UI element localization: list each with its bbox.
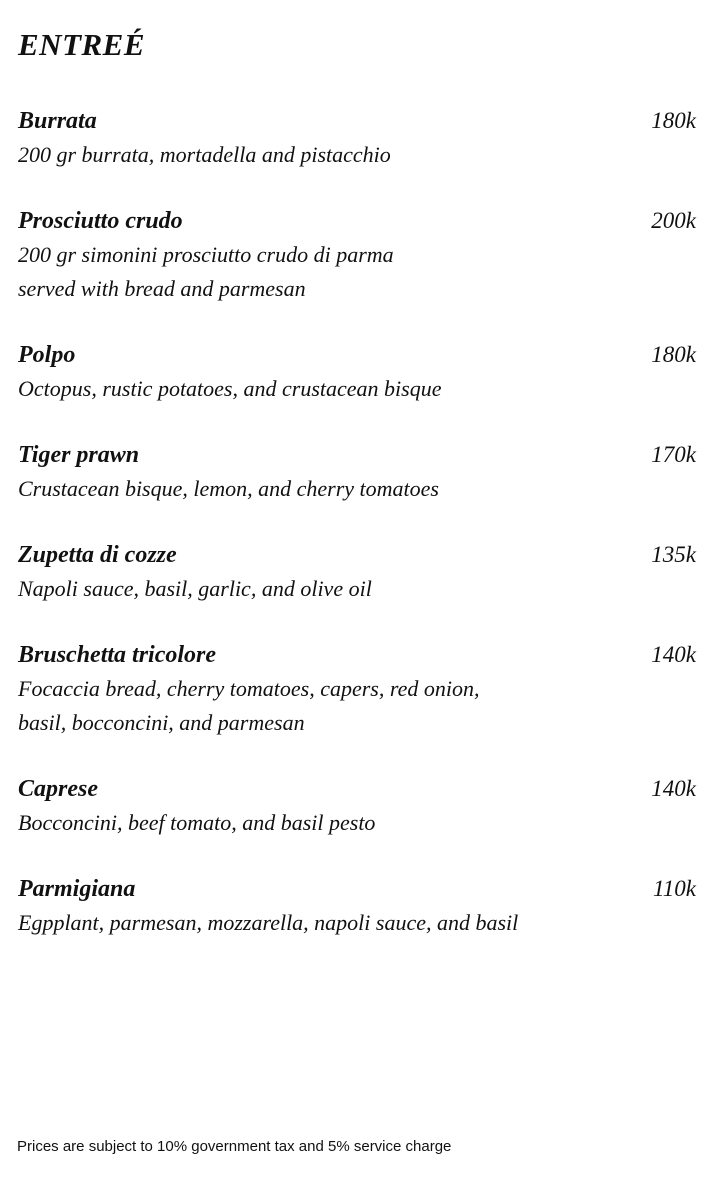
menu-item-description-line: Focaccia bread, cherry tomatoes, capers, red onion, [18, 676, 480, 701]
menu-item [18, 204, 698, 306]
menu-item-name: Zupetta di cozze [18, 542, 177, 568]
menu-item-name: Bruschetta tricolore [18, 642, 217, 668]
menu-item-price: 180k [651, 342, 696, 367]
menu-item-description-line: served with bread and parmesan [18, 276, 306, 301]
menu-item-price: 140k [651, 642, 696, 667]
menu-item-description-line: Egpplant, parmesan, mozzarella, napoli sauce, and basil [18, 910, 519, 935]
menu-item-name: Caprese [18, 776, 98, 802]
menu-item-description [18, 238, 698, 306]
menu-item-description-line: 200 gr simonini prosciutto crudo di parma [18, 242, 394, 267]
menu-item-header [18, 772, 698, 806]
tax-service-note: Prices are subject to 10% government tax and 5% service charge [17, 1138, 452, 1155]
menu-item-name: Parmigiana [18, 876, 136, 902]
menu-item [18, 872, 698, 940]
menu-item-description [18, 806, 698, 840]
menu-item-price: 135k [651, 542, 696, 567]
menu-item-price: 180k [651, 108, 696, 133]
menu-item-name: Polpo [18, 342, 76, 368]
menu-item-description [18, 472, 698, 506]
menu-item [18, 438, 698, 506]
menu-item-header [18, 438, 698, 472]
menu-item-price: 200k [651, 208, 696, 233]
menu-item-description-line: 200 gr burrata, mortadella and pistacchio [18, 142, 391, 167]
menu-item-description-line: Crustacean bisque, lemon, and cherry tomatoes [18, 476, 439, 501]
menu-item-description-line: Octopus, rustic potatoes, and crustacean bisque [18, 376, 442, 401]
menu-item-description [18, 672, 698, 740]
menu-item-name: Prosciutto crudo [18, 208, 183, 234]
menu-item-description [18, 572, 698, 606]
menu-item-name: Tiger prawn [18, 442, 140, 468]
menu-item-description-line: Bocconcini, beef tomato, and basil pesto [18, 810, 376, 835]
menu-item-description [18, 372, 698, 406]
menu-item-header [18, 204, 698, 238]
menu-item-header [18, 638, 698, 672]
menu-item [18, 104, 698, 172]
menu-item-description-line: Napoli sauce, basil, garlic, and olive oil [18, 576, 372, 601]
menu-item-header [18, 104, 698, 138]
menu-item-header [18, 338, 698, 372]
menu-item [18, 772, 698, 840]
menu-item [18, 338, 698, 406]
menu-item-header [18, 872, 698, 906]
menu-item-price: 140k [651, 776, 696, 801]
menu-item-description [18, 906, 698, 940]
menu-item-list [18, 104, 698, 972]
menu-item [18, 638, 698, 740]
menu-item-header [18, 538, 698, 572]
menu-item [18, 538, 698, 606]
menu-item-description-line: basil, bocconcini, and parmesan [18, 710, 305, 735]
menu-item-price: 110k [652, 876, 696, 901]
menu-item-description [18, 138, 698, 172]
menu-item-price: 170k [651, 442, 696, 467]
menu-section-title: ENTREÉ [18, 27, 146, 62]
menu-item-name: Burrata [18, 108, 97, 134]
